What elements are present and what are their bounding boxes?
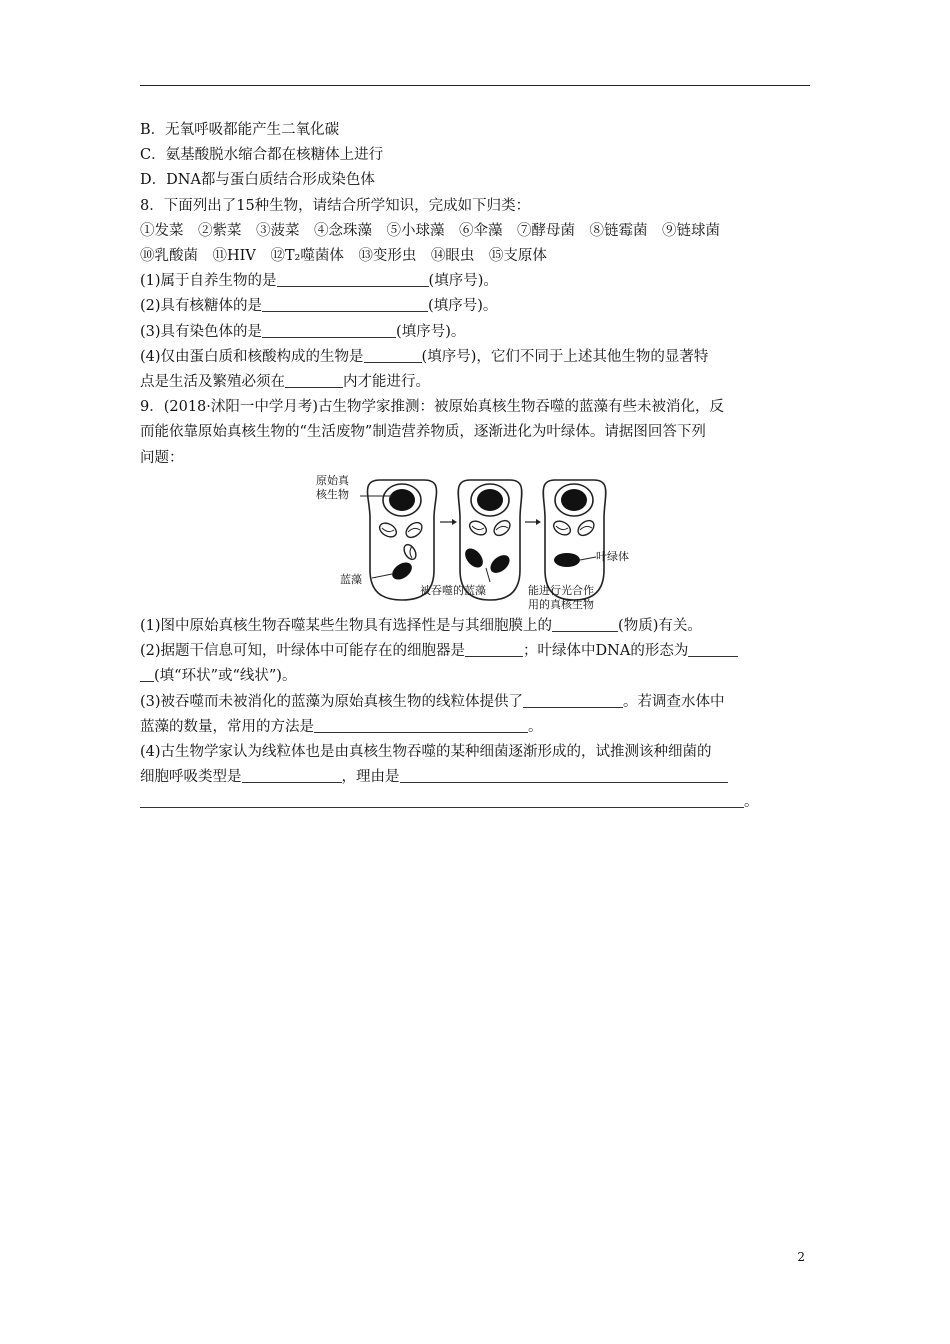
label-primitive-eukaryote-1: 原始真 (316, 474, 349, 487)
organism-list-1: ①发菜 ②紫菜 ③菠菜 ④念珠藻 ⑤小球藻 ⑥伞藻 ⑦酵母菌 ⑧链霉菌 ⑨链球菌 (140, 222, 720, 239)
question-9-stem-1: 9．(2018·沭阳一中学月考)古生物学家推测：被原始真核生物吞噬的蓝藻有些未被消化，反 (140, 399, 725, 416)
cyanobacterium-shape (389, 559, 415, 583)
q8-part2: (2)具有核糖体的是 (填序号)。 (140, 298, 498, 315)
q9-part4: (4)古生物学家认为线粒体也是由真核生物吞噬的某种细菌逐渐形成的，试推测该种细菌的 (140, 744, 712, 761)
q9-part2: (2)据题干信息可知，叶绿体中可能存在的细胞器是 ；叶绿体中DNA的形态为 (140, 639, 812, 664)
q9-part2-cont: (填“环状”或“线状”)。 (140, 664, 812, 689)
primitive-eukaryote-cell (368, 480, 437, 600)
answer-blank[interactable] (262, 323, 396, 338)
label-cyanobacterium: 蓝藻 (340, 573, 362, 586)
arrow-right-icon (452, 519, 457, 525)
answer-blank[interactable] (523, 693, 623, 708)
question-9-stem-3: 问题： (140, 449, 184, 466)
answer-blank[interactable] (277, 272, 429, 287)
q9-part1: (1)图中原始真核生物吞噬某些生物具有选择性是与其细胞膜上的 (物质)有关。 (140, 618, 702, 634)
header-rule (140, 85, 810, 86)
option-c: C．氨基酸脱水缩合都在核糖体上进行 (140, 147, 384, 164)
answer-blank[interactable] (400, 768, 728, 783)
q9-part3-cont: 蓝藻的数量，常用的方法是 。 (140, 718, 543, 735)
question-text (140, 118, 812, 471)
question-8-stem: 8．下面列出了15种生物，请结合所学知识，完成如下归类： (140, 197, 531, 214)
question-9-stem-2: 而能依靠原始真核生物的“生活废物”制造营养物质，逐渐进化为叶绿体。请据图回答下列 (140, 424, 706, 441)
answer-blank[interactable] (285, 373, 343, 388)
label-photosynthetic-2: 用的真核生物 (528, 598, 594, 611)
q9-part4-cont2: 。 (140, 790, 812, 815)
option-b: B．无氧呼吸都能产生二氧化碳 (140, 122, 340, 138)
endosymbiosis-diagram (300, 470, 650, 612)
label-chloroplast: 叶绿体 (596, 550, 629, 563)
q8-part1: (1)属于自养生物的是 (填序号)。 (140, 273, 498, 290)
label-engulfed-cyanobacterium: 被吞噬的蓝藻 (420, 584, 486, 597)
answer-blank[interactable] (262, 297, 428, 312)
answer-blank[interactable] (140, 667, 154, 682)
page-number: 2 (797, 1250, 805, 1264)
answer-blank[interactable] (242, 768, 342, 783)
option-d: D．DNA都与蛋白质结合形成染色体 (140, 172, 375, 189)
q8-part4-cont: 点是生活及繁殖必须在 内才能进行。 (140, 374, 430, 391)
answer-blank[interactable] (688, 642, 738, 657)
arrow-right-icon (536, 519, 541, 525)
q8-part4: (4)仅由蛋白质和核酸构成的生物是 (填序号)，它们不同于上述其他生物的显著特 (140, 348, 709, 365)
answer-blank[interactable] (364, 348, 422, 363)
organism-list-2: ⑩乳酸菌 ⑪HIV ⑫T₂噬菌体 ⑬变形虫 ⑭眼虫 ⑮支原体 (140, 248, 547, 265)
q9-part4-cont: 细胞呼吸类型是 ，理由是 (140, 765, 812, 790)
answer-blank[interactable] (552, 617, 618, 632)
q9-part3: (3)被吞噬而未被消化的蓝藻为原始真核生物的线粒体提供了 。若调查水体中 (140, 693, 725, 710)
label-photosynthetic-1: 能进行光合作 (528, 584, 594, 597)
answer-blank[interactable] (314, 718, 528, 733)
answer-blank[interactable] (140, 793, 744, 808)
photosynthetic-eukaryote-cell (543, 480, 606, 600)
question-9-parts (140, 614, 812, 816)
answer-blank[interactable] (465, 642, 523, 657)
q8-part3: (3)具有染色体的是 (填序号)。 (140, 323, 466, 340)
label-primitive-eukaryote-2: 核生物 (316, 488, 349, 501)
